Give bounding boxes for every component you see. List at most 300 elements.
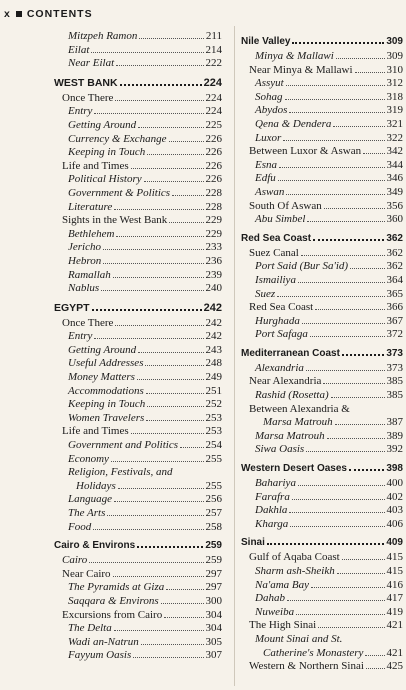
- toc-entry-page: 226: [205, 132, 222, 145]
- dot-leader: [137, 379, 204, 380]
- toc-entry[interactable]: [241, 460, 403, 477]
- toc-entry[interactable]: [54, 595, 222, 609]
- toc-entry[interactable]: [241, 328, 403, 342]
- dot-leader: [285, 99, 385, 100]
- toc-entry-title: Entry: [68, 330, 93, 343]
- toc-entry[interactable]: [54, 581, 222, 595]
- toc-entry[interactable]: [54, 317, 222, 331]
- dot-leader: [141, 644, 204, 645]
- dot-leader: [113, 576, 204, 577]
- toc-entry-page: 356: [386, 199, 403, 212]
- toc-entry[interactable]: [54, 214, 222, 228]
- toc-entry[interactable]: [241, 389, 403, 403]
- dot-leader: [342, 354, 384, 356]
- toc-entry-title: The High Sinai: [249, 619, 317, 632]
- toc-entry[interactable]: [54, 344, 222, 358]
- toc-entry-page: 403: [386, 504, 403, 517]
- toc-entry-page: 228: [205, 186, 222, 199]
- toc-entry[interactable]: [54, 282, 222, 296]
- toc-entry-title: Mediterranean Coast: [241, 347, 340, 359]
- toc-entry-title: Wadi an-Natrun: [68, 635, 139, 648]
- toc-entry-page: 255: [205, 452, 222, 465]
- toc-entry-page: 242: [203, 301, 222, 314]
- toc-entry[interactable]: [54, 466, 222, 480]
- toc-entry-title: WEST BANK: [54, 76, 118, 89]
- toc-entry-page: 229: [205, 214, 222, 227]
- toc-entry[interactable]: [54, 357, 222, 371]
- dot-leader: [296, 614, 384, 615]
- toc-entry[interactable]: [54, 439, 222, 453]
- dot-leader: [289, 112, 384, 113]
- toc-entry-page: 398: [386, 463, 403, 475]
- toc-entry[interactable]: [54, 228, 222, 242]
- toc-entry-title: Near Eilat: [68, 57, 115, 70]
- toc-entry-page: 309: [386, 36, 403, 47]
- toc-entry[interactable]: [54, 554, 222, 568]
- toc-entry-title: Dahab: [255, 592, 285, 605]
- dot-leader: [327, 438, 385, 439]
- toc-entry[interactable]: [241, 345, 403, 362]
- toc-entry-title: Suez: [255, 287, 276, 300]
- toc-entry-title: The Delta: [68, 622, 112, 635]
- toc-entry[interactable]: [54, 160, 222, 174]
- dot-leader: [355, 72, 385, 73]
- toc-entry[interactable]: [241, 551, 403, 565]
- dot-leader: [166, 589, 203, 590]
- toc-entry[interactable]: [241, 430, 403, 444]
- toc-entry[interactable]: [54, 371, 222, 385]
- toc-entry-title: Keeping in Touch: [68, 146, 146, 159]
- toc-entry[interactable]: [54, 119, 222, 133]
- toc-entry[interactable]: [54, 92, 222, 106]
- toc-entry-page: 402: [386, 490, 403, 503]
- toc-entry[interactable]: [241, 647, 403, 661]
- dot-leader: [137, 546, 203, 548]
- dot-leader: [315, 309, 384, 310]
- page-title: CONTENTS: [26, 8, 93, 20]
- toc-entry-page: 242: [205, 316, 222, 329]
- dot-leader: [292, 42, 384, 44]
- toc-entry-title: Dakhla: [255, 504, 288, 517]
- toc-entry[interactable]: [241, 247, 403, 261]
- toc-entry[interactable]: [241, 315, 403, 329]
- toc-entry[interactable]: [241, 518, 403, 532]
- toc-entry[interactable]: [241, 50, 403, 64]
- toc-entry[interactable]: [54, 385, 222, 399]
- toc-entry-page: 226: [205, 173, 222, 186]
- toc-entry[interactable]: [54, 521, 222, 535]
- dot-leader: [114, 630, 204, 631]
- toc-entry-title: Literature: [68, 200, 113, 213]
- toc-entry[interactable]: [241, 416, 403, 430]
- toc-entry[interactable]: [54, 105, 222, 119]
- toc-entry[interactable]: [241, 633, 403, 647]
- right-column: [241, 30, 403, 674]
- toc-entry[interactable]: [54, 425, 222, 439]
- square-bullet-icon: [16, 11, 22, 17]
- dot-leader: [350, 268, 384, 269]
- dot-leader: [283, 140, 384, 141]
- column-divider: [234, 26, 235, 686]
- dot-leader: [287, 600, 385, 601]
- dot-leader: [365, 655, 384, 656]
- dot-leader: [147, 154, 203, 155]
- toc-entry-title: Western Desert Oases: [241, 463, 347, 475]
- toc-entry[interactable]: [54, 30, 222, 44]
- dot-leader: [89, 562, 203, 563]
- toc-entry[interactable]: [241, 230, 403, 247]
- toc-entry-page: 255: [205, 479, 222, 492]
- toc-entry[interactable]: [54, 146, 222, 160]
- dot-leader: [93, 529, 203, 530]
- toc-entry[interactable]: [54, 74, 222, 92]
- toc-entry[interactable]: [241, 504, 403, 518]
- toc-entry[interactable]: [241, 534, 403, 551]
- toc-entry-page: 373: [386, 347, 403, 359]
- toc-entry-page: 304: [205, 622, 222, 635]
- toc-entry-title: Women Travelers: [68, 411, 145, 424]
- dot-leader: [292, 499, 385, 500]
- toc-entry-title: Marsa Matrouh: [263, 416, 333, 429]
- dot-leader: [138, 352, 203, 353]
- dot-leader: [144, 181, 204, 182]
- dot-leader: [92, 309, 202, 311]
- toc-entry-page: 253: [205, 425, 222, 438]
- toc-entry[interactable]: [54, 44, 222, 58]
- toc-entry-title: Life and Times: [62, 159, 129, 172]
- toc-entry[interactable]: [54, 412, 222, 426]
- toc-entry-page: 419: [386, 605, 403, 618]
- dot-leader: [120, 84, 202, 86]
- toc-entry-title: Nile Valley: [241, 36, 291, 47]
- toc-entry-title: Gulf of Aqaba Coast: [249, 551, 340, 564]
- toc-entry[interactable]: [54, 173, 222, 187]
- toc-entry-page: 258: [205, 520, 222, 533]
- toc-entry-title: Getting Around: [68, 343, 137, 356]
- toc-entry[interactable]: [241, 443, 403, 457]
- toc-entry-page: 309: [386, 50, 403, 62]
- toc-entry[interactable]: [241, 200, 403, 214]
- toc-entry-page: 222: [205, 57, 222, 70]
- dot-leader: [138, 127, 203, 128]
- toc-entry-title: EGYPT: [54, 301, 90, 314]
- toc-entry-title: Language: [68, 493, 112, 506]
- toc-entry-title: Food: [68, 520, 92, 533]
- dot-leader: [114, 501, 204, 502]
- toc-entry-title: Hurghada: [255, 314, 300, 327]
- toc-entry-title: Once There: [62, 91, 114, 104]
- toc-entry-page: 249: [205, 371, 222, 384]
- toc-entry[interactable]: [241, 606, 403, 620]
- toc-entry[interactable]: [54, 622, 222, 636]
- toc-entry[interactable]: [241, 491, 403, 505]
- toc-entry[interactable]: [241, 477, 403, 491]
- toc-entry-page: 409: [386, 537, 403, 549]
- dot-leader: [116, 236, 203, 237]
- toc-entry-title: Mount Sinai and St.: [255, 632, 343, 645]
- toc-entry-title: Money Matters: [68, 371, 135, 384]
- toc-entry-page: 233: [205, 241, 222, 254]
- toc-entry-page: 300: [205, 594, 222, 607]
- toc-entry[interactable]: [241, 362, 403, 376]
- dot-leader: [349, 469, 384, 471]
- toc-entry-title: Government and Politics: [68, 439, 178, 452]
- toc-entry[interactable]: [241, 260, 403, 274]
- toc-entry-title: Sohag: [255, 90, 283, 103]
- toc-entry-page: 322: [386, 131, 403, 144]
- toc-entry[interactable]: [241, 274, 403, 288]
- toc-entry[interactable]: [241, 403, 403, 417]
- toc-entry[interactable]: [241, 159, 403, 173]
- toc-entry-title: Nuweiba: [255, 605, 295, 618]
- toc-entry-page: 297: [205, 567, 222, 580]
- toc-entry[interactable]: [54, 133, 222, 147]
- toc-entry-page: 373: [386, 361, 403, 374]
- toc-entry-title: Western & Northern Sinai: [249, 660, 364, 673]
- dot-leader: [161, 603, 204, 604]
- dot-leader: [164, 617, 203, 618]
- toc-entry[interactable]: [241, 619, 403, 633]
- dot-leader: [146, 420, 203, 421]
- toc-entry-page: 236: [205, 254, 222, 267]
- dot-leader: [278, 180, 385, 181]
- toc-entry-page: 243: [205, 343, 222, 356]
- dot-leader: [307, 221, 384, 222]
- toc-entry-title: Ramallah: [68, 268, 111, 281]
- toc-entry-title: Rashid (Rosetta): [255, 389, 329, 402]
- toc-entry-title: Bethlehem: [68, 227, 115, 240]
- toc-entry-page: 305: [205, 635, 222, 648]
- dot-leader: [289, 512, 384, 513]
- toc-entry-page: 256: [205, 493, 222, 506]
- toc-entry-page: 342: [386, 145, 403, 158]
- toc-entry[interactable]: [54, 609, 222, 623]
- toc-entry-title: Ismailiya: [255, 273, 296, 286]
- toc-entry-page: 319: [386, 104, 403, 117]
- toc-entry-title: Kharga: [255, 517, 289, 530]
- toc-entry[interactable]: [241, 118, 403, 132]
- toc-entry-page: 310: [386, 63, 403, 76]
- dot-leader: [115, 325, 203, 326]
- dot-leader: [180, 447, 204, 448]
- toc-entry[interactable]: [54, 568, 222, 582]
- dot-leader: [306, 451, 384, 452]
- toc-entry[interactable]: [241, 301, 403, 315]
- toc-entry[interactable]: [241, 145, 403, 159]
- toc-entry-title: Sinai: [241, 537, 265, 549]
- toc-entry-page: 240: [205, 282, 222, 295]
- page-number-marker: x: [4, 8, 11, 20]
- toc-entry[interactable]: [54, 649, 222, 663]
- dot-leader: [336, 58, 385, 59]
- toc-entry-page: 226: [205, 146, 222, 159]
- dot-leader: [301, 255, 385, 256]
- dot-leader: [286, 85, 385, 86]
- toc-entry-page: 360: [386, 213, 403, 226]
- dot-leader: [324, 208, 385, 209]
- toc-entry-page: 226: [205, 159, 222, 172]
- dot-leader: [103, 249, 204, 250]
- toc-entry-page: 297: [205, 581, 222, 594]
- toc-entry-title: Red Sea Coast: [241, 232, 312, 244]
- toc-entry-page: 242: [205, 330, 222, 343]
- toc-entry[interactable]: [54, 493, 222, 507]
- toc-entry-page: 389: [386, 429, 403, 442]
- toc-entry-page: 318: [386, 90, 403, 103]
- toc-entry[interactable]: [54, 187, 222, 201]
- toc-entry-title: The Arts: [68, 507, 106, 519]
- toc-entry-page: 372: [386, 328, 403, 341]
- dot-leader: [298, 282, 385, 283]
- toc-entry-page: 254: [205, 439, 222, 452]
- toc-entry-title: Port Safaga: [255, 328, 308, 341]
- dot-leader: [113, 277, 204, 278]
- toc-entry[interactable]: [54, 537, 222, 554]
- dot-leader: [116, 65, 203, 66]
- toc-entry-page: 224: [205, 105, 222, 118]
- toc-entry-title: Near Minya & Mallawi: [249, 63, 353, 76]
- toc-entry-page: 415: [386, 551, 403, 564]
- toc-entry-title: Religion, Festivals, and: [68, 466, 173, 479]
- toc-entry-page: 367: [386, 314, 403, 327]
- dot-leader: [111, 461, 204, 462]
- toc-entry-page: 239: [205, 268, 222, 281]
- toc-entry-page: 225: [205, 118, 222, 131]
- toc-entry-page: 362: [386, 246, 403, 259]
- dot-leader: [101, 290, 203, 291]
- toc-entry[interactable]: [241, 213, 403, 227]
- toc-entry-title: Sights in the West Bank: [62, 214, 168, 227]
- toc-entry-page: 346: [386, 172, 403, 185]
- toc-entry[interactable]: [241, 579, 403, 593]
- dot-leader: [290, 526, 384, 527]
- toc-entry[interactable]: [54, 241, 222, 255]
- dot-leader: [337, 573, 385, 574]
- toc-entry-title: Holidays: [76, 479, 116, 492]
- dot-leader: [323, 383, 384, 384]
- toc-entry-title: Between Luxor & Aswan: [249, 145, 362, 158]
- toc-entry[interactable]: [241, 288, 403, 302]
- toc-entry-title: Eilat: [68, 43, 90, 56]
- toc-entry[interactable]: [241, 77, 403, 91]
- dot-leader: [310, 336, 385, 337]
- dot-leader: [118, 488, 204, 489]
- toc-entry[interactable]: [54, 269, 222, 283]
- toc-entry[interactable]: [54, 453, 222, 467]
- toc-entry-page: 416: [386, 578, 403, 591]
- toc-entry[interactable]: [54, 330, 222, 344]
- toc-entry[interactable]: [54, 57, 222, 71]
- toc-entry-page: 224: [205, 91, 222, 104]
- toc-entry[interactable]: [54, 255, 222, 269]
- toc-entry-title: Near Alexandria: [249, 375, 322, 388]
- toc-entry[interactable]: [54, 201, 222, 215]
- toc-entry-title: Entry: [68, 105, 93, 118]
- toc-entry[interactable]: [241, 132, 403, 146]
- toc-entry-page: 366: [386, 301, 403, 314]
- toc-entry-page: 362: [386, 260, 403, 273]
- toc-entry-title: Port Said (Bur Sa'id): [255, 260, 349, 273]
- toc-entry[interactable]: [54, 507, 222, 521]
- toc-entry-title: Luxor: [255, 131, 282, 144]
- toc-entry[interactable]: [241, 33, 403, 50]
- toc-entry[interactable]: [241, 172, 403, 186]
- dot-leader: [91, 52, 203, 53]
- page-header: [4, 6, 93, 22]
- toc-entry[interactable]: [241, 592, 403, 606]
- dot-leader: [115, 100, 203, 101]
- toc-entry[interactable]: [54, 299, 222, 317]
- dot-leader: [302, 323, 385, 324]
- toc-entry-title: Cairo: [62, 554, 88, 567]
- left-column: [54, 30, 222, 663]
- toc-entry-title: Hebron: [68, 254, 102, 267]
- toc-entry-page: 364: [386, 273, 403, 286]
- dot-leader: [103, 263, 203, 264]
- toc-entry-page: 365: [386, 287, 403, 300]
- dot-leader: [145, 365, 203, 366]
- toc-entry-page: 251: [205, 384, 222, 397]
- dot-leader: [94, 338, 203, 339]
- toc-entry-page: 214: [205, 43, 222, 56]
- toc-entry-title: Saqqara & Environs: [68, 594, 159, 607]
- toc-entry[interactable]: [241, 375, 403, 389]
- toc-entry-title: The Pyramids at Giza: [68, 581, 165, 594]
- toc-entry-title: Abu Simbel: [255, 213, 306, 226]
- toc-entry-page: 252: [205, 398, 222, 411]
- toc-entry-title: Useful Addresses: [68, 357, 144, 370]
- toc-entry-title: Near Cairo: [62, 567, 111, 580]
- dot-leader: [363, 153, 384, 154]
- toc-entry-title: Life and Times: [62, 425, 129, 438]
- toc-entry-title: Once There: [62, 316, 114, 329]
- dot-leader: [366, 668, 385, 669]
- toc-entry-page: 307: [205, 649, 222, 662]
- toc-entry[interactable]: [241, 104, 403, 118]
- toc-entry-title: Aswan: [255, 185, 285, 198]
- toc-entry-title: Red Sea Coast: [249, 301, 314, 314]
- toc-entry-title: Catherine's Monastery: [263, 646, 364, 659]
- toc-entry[interactable]: [54, 480, 222, 494]
- toc-entry-title: Jericho: [68, 241, 101, 254]
- dot-leader: [147, 406, 203, 407]
- toc-entry[interactable]: [54, 398, 222, 412]
- toc-entry-title: Suez Canal: [249, 246, 299, 259]
- dot-leader: [107, 515, 203, 516]
- toc-entry[interactable]: [241, 660, 403, 674]
- toc-entry-page: 406: [386, 517, 403, 530]
- toc-entry-page: 312: [386, 77, 403, 90]
- toc-entry-title: Abydos: [255, 104, 288, 117]
- toc-entry-title: Accommodations: [68, 384, 144, 397]
- toc-entry-title: Minya & Mallawi: [255, 50, 334, 62]
- toc-entry[interactable]: [241, 64, 403, 78]
- toc-entry-title: Excursions from Cairo: [62, 608, 163, 621]
- dot-leader: [131, 168, 204, 169]
- dot-leader: [318, 627, 384, 628]
- toc-entry-page: 257: [205, 507, 222, 519]
- toc-entry-title: Siwa Oasis: [255, 443, 305, 456]
- toc-entry-page: 425: [386, 660, 403, 673]
- toc-entry[interactable]: [54, 636, 222, 650]
- toc-entry-title: Na'ama Bay: [255, 578, 309, 591]
- toc-entry[interactable]: [241, 91, 403, 105]
- toc-entry[interactable]: [241, 565, 403, 579]
- toc-entry[interactable]: [241, 186, 403, 200]
- toc-entry-page: 415: [386, 565, 403, 577]
- toc-entry-page: 248: [205, 357, 222, 370]
- toc-entry-title: Nablus: [68, 282, 100, 295]
